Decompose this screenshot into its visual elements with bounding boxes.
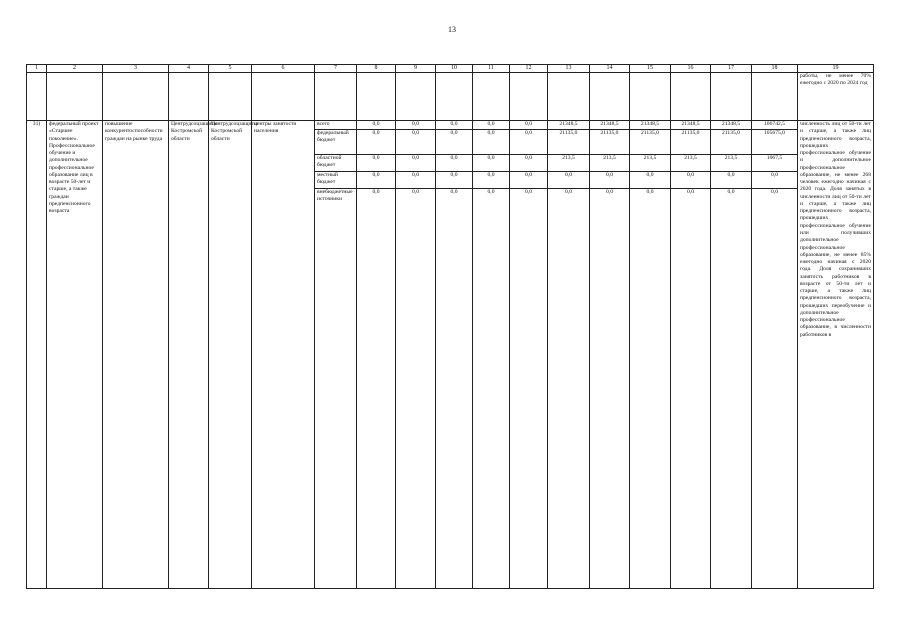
amount-cell: 0,0 <box>473 154 509 171</box>
amount-cell: 0,0 <box>510 129 547 154</box>
col-header: 9 <box>396 65 436 73</box>
amount-cell: 0,0 <box>510 188 547 205</box>
amount-cell: 21135,0 <box>711 129 751 154</box>
table-row <box>27 121 874 589</box>
amount-cell: 21348,5 <box>681 121 700 127</box>
amount-cell: 1067,5 <box>752 154 797 171</box>
col-header: 2 <box>47 65 103 73</box>
amount-cell: 0,0 <box>590 188 629 205</box>
amount-cell: 0,0 <box>630 188 670 205</box>
amount-cell: 21348,5 <box>640 121 660 127</box>
amount-cell: 0,0 <box>436 154 472 171</box>
amount-cell: 21348,5 <box>559 121 578 127</box>
funding-source-label: внебюджетные источники <box>315 188 356 205</box>
amount-cell: 0,0 <box>510 171 547 188</box>
funding-source-label: всего <box>317 121 330 127</box>
amount-cell: 105675,0 <box>752 129 797 154</box>
amount-cell: 0,0 <box>396 188 435 205</box>
amount-cell: 0,0 <box>436 171 472 188</box>
amount-column <box>752 121 798 589</box>
amount-cell: 0,0 <box>436 129 472 154</box>
amount-cell: 21135,0 <box>548 129 589 154</box>
amount-cell: 0,0 <box>412 121 419 127</box>
col-header: 8 <box>357 65 396 73</box>
amount-column <box>357 121 396 589</box>
amount-cell: 0,0 <box>752 171 797 188</box>
amount-cell: 106742,5 <box>764 121 785 127</box>
col-header: 13 <box>548 65 590 73</box>
amount-cell: 0,0 <box>436 188 472 205</box>
amount-cell: 0,0 <box>396 171 435 188</box>
amount-cell: 21135,0 <box>630 129 670 154</box>
col-header: 14 <box>590 65 630 73</box>
amount-column <box>590 121 630 589</box>
amount-cell: 0,0 <box>396 154 435 171</box>
funding-source-label: местный бюджет <box>315 171 356 188</box>
row-number: 31) <box>27 121 47 589</box>
amount-cell: 0,0 <box>590 171 629 188</box>
funding-source-label: федеральный бюджет <box>315 129 356 154</box>
col-header: 16 <box>671 65 711 73</box>
amount-column <box>396 121 436 589</box>
amount-cell: 0,0 <box>671 171 710 188</box>
amount-cell: 0,0 <box>473 129 509 154</box>
program-table <box>26 64 874 589</box>
measure-goal: повышение конкурентоспособности граждан на рынке труда <box>103 121 169 589</box>
amount-cell: 213,5 <box>590 154 629 171</box>
col-header: 12 <box>510 65 548 73</box>
amount-cell: 0,0 <box>525 121 532 127</box>
amount-cell: 0,0 <box>396 129 435 154</box>
amount-column <box>548 121 590 589</box>
col-header: 7 <box>315 65 357 73</box>
amount-cell: 213,5 <box>671 154 710 171</box>
amount-cell: 213,5 <box>630 154 670 171</box>
amount-cell: 0,0 <box>671 188 710 205</box>
page-number: 13 <box>448 25 456 34</box>
col-header: 11 <box>473 65 510 73</box>
amount-cell: 0,0 <box>357 154 395 171</box>
amount-cell: 0,0 <box>548 188 589 205</box>
amount-cell: 21348,5 <box>721 121 741 127</box>
amount-column <box>671 121 711 589</box>
column-number-row <box>27 65 874 73</box>
participants: центры занятости населения <box>252 121 315 589</box>
col-header: 3 <box>103 65 169 73</box>
col-header: 10 <box>436 65 473 73</box>
continuation-text: работы, не менее 70% ежегодно с 2020 по 2024 год <box>798 73 874 121</box>
col-header: 5 <box>209 65 252 73</box>
indicators: численность лиц от 50-ти лет и старше, а также лиц предпенсионного возраста, прошедших профессиональное обучение и дополнительное профессиональное образование, не менее 268 человек ежегодно начиная с 2020 года. Доля занятых в численности лиц от 50-ти лет и старше, а также лиц предпенсионного возраста, прошедших профессиональное обучение или получивших дополнительное профессиональное образование, не менее 85% ежегодно начиная с 2020 года. Доля сохранивших занятость работников в возрасте от 50-ти лет и старше, а также лиц предпенсионного возраста, прошедших переобучение и дополнительное профессиональное образование, в численности работников в <box>798 121 874 589</box>
col-header: 18 <box>752 65 798 73</box>
col-header: 17 <box>711 65 752 73</box>
amount-cell: 0,0 <box>372 121 380 127</box>
amount-cell: 0,0 <box>711 171 751 188</box>
amount-column <box>711 121 752 589</box>
amount-cell: 0,0 <box>357 129 395 154</box>
amount-cell: 0,0 <box>510 154 547 171</box>
continuation-row <box>27 73 874 121</box>
amount-column <box>630 121 671 589</box>
amount-cell: 0,0 <box>548 171 589 188</box>
amount-cell: 0,0 <box>450 121 458 127</box>
amount-cell: 213,5 <box>548 154 589 171</box>
amount-cell: 21135,0 <box>590 129 629 154</box>
amount-cell: 21135,0 <box>671 129 710 154</box>
amount-cell: 0,0 <box>357 188 395 205</box>
amount-column <box>436 121 473 589</box>
amount-cell: 0,0 <box>711 188 751 205</box>
amount-cell: 0,0 <box>487 121 495 127</box>
col-header: 15 <box>630 65 671 73</box>
amount-cell: 0,0 <box>357 171 395 188</box>
col-header: 1 <box>27 65 47 73</box>
amount-cell: 0,0 <box>630 171 670 188</box>
coexecutor: Центрудсоцзащиты Костромской области <box>209 121 252 589</box>
amount-cell: 0,0 <box>473 171 509 188</box>
col-header: 19 <box>798 65 874 73</box>
amount-column <box>473 121 510 589</box>
amount-cell: 213,5 <box>711 154 751 171</box>
amount-column <box>510 121 548 589</box>
col-header: 6 <box>252 65 315 73</box>
col-header: 4 <box>169 65 209 73</box>
amount-cell: 0,0 <box>473 188 509 205</box>
amount-cell: 21348,5 <box>600 121 619 127</box>
measure-name: федеральный проект «Старшее поколение». Профессиональное обучение и дополнительное профессиональное образование лиц в возрасте 50-лет и старше, а также граждан предпенсионного возраста <box>47 121 103 589</box>
funding-sources <box>315 121 357 589</box>
amount-cell: 0,0 <box>752 188 797 205</box>
funding-source-label: областной бюджет <box>315 154 356 171</box>
responsible-executor: Центрудсоцзащиты Костромской области <box>169 121 209 589</box>
